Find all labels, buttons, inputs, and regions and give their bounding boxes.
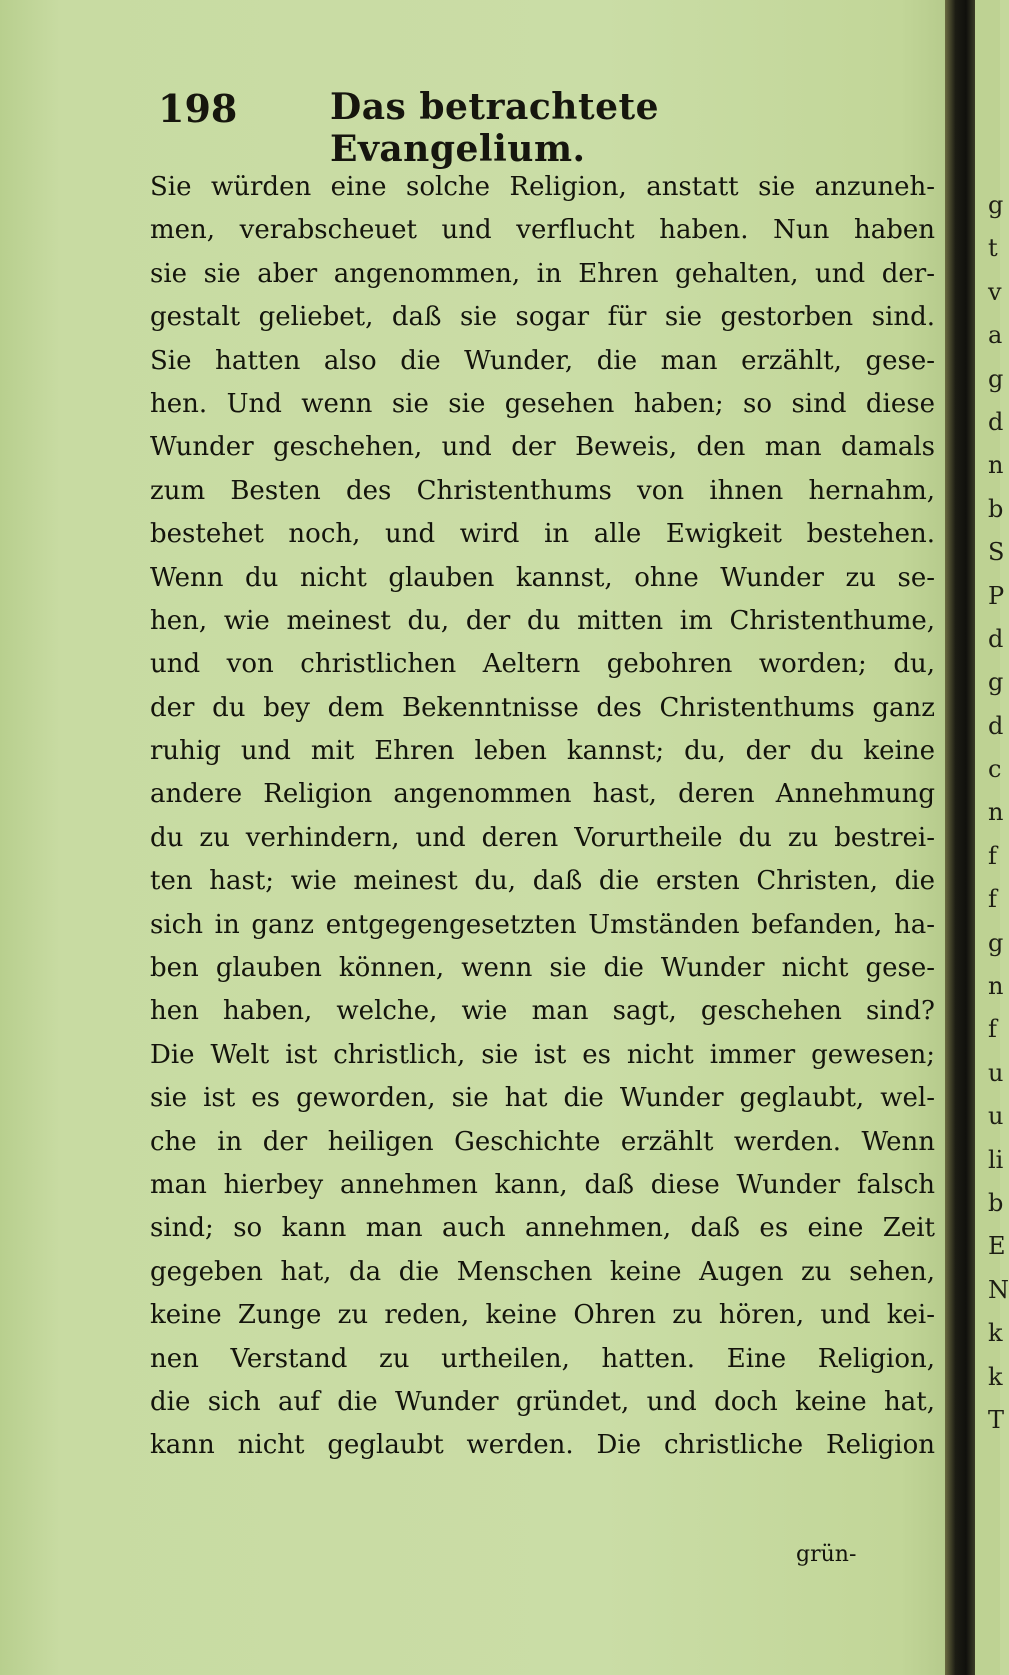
- text-line: kann nicht geglaubt werden. Die christliche Religion: [150, 1430, 935, 1461]
- page-number: 198: [158, 86, 238, 131]
- text-line: sich in ganz entgegengesetzten Umständen befanden, ha-: [150, 909, 935, 940]
- facing-page-fragment: b: [988, 494, 1004, 523]
- text-line: keine Zunge zu reden, keine Ohren zu hören, und kei-: [150, 1300, 935, 1331]
- facing-page-fragment: N: [988, 1275, 1009, 1304]
- facing-page-fragment: g: [988, 928, 1004, 957]
- facing-page-fragment: g: [988, 364, 1004, 393]
- text-line: hen haben, welche, wie man sagt, geschehen sind?: [150, 996, 935, 1027]
- facing-page-fragment: li: [988, 1145, 1004, 1174]
- facing-page-fragment: t: [988, 234, 998, 263]
- facing-page-fragment: P: [988, 581, 1005, 610]
- text-line: Die Welt ist christlich, sie ist es nicht immer gewesen;: [150, 1039, 935, 1070]
- text-line: bestehet noch, und wird in alle Ewigkeit bestehen.: [150, 519, 935, 550]
- facing-page-fragment: u: [988, 1058, 1004, 1087]
- text-line: der du bey dem Bekenntnisse des Christenthums ganz: [150, 692, 935, 723]
- book-gutter: [945, 0, 975, 1675]
- facing-page-fragment: d: [988, 407, 1004, 436]
- text-line: zum Besten des Christenthums von ihnen hernahm,: [150, 475, 935, 506]
- facing-page-fragment: d: [988, 711, 1004, 740]
- text-line: Sie würden eine solche Religion, anstatt sie anzuneh-: [150, 172, 935, 202]
- text-line: andere Religion angenommen hast, deren Annehmung: [150, 779, 935, 810]
- facing-page-fragment: E: [988, 1232, 1006, 1261]
- text-line: sie sie aber angenommen, in Ehren gehalten, und der-: [150, 258, 935, 289]
- text-line: men, verabscheuet und verflucht haben. Nun haben: [150, 215, 935, 246]
- facing-page-fragment: v: [988, 277, 1002, 306]
- text-line: che in der heiligen Geschichte erzählt werden. Wenn: [150, 1126, 935, 1157]
- facing-page-fragment: n: [988, 798, 1004, 827]
- text-line: Wenn du nicht glauben kannst, ohne Wunder zu se-: [150, 562, 935, 593]
- facing-page-fragment: f: [988, 1015, 997, 1044]
- body-text: [150, 166, 935, 1468]
- facing-page-fragment: d: [988, 624, 1004, 653]
- facing-page-fragment: g: [988, 191, 1004, 219]
- facing-page-fragment: n: [988, 972, 1004, 1001]
- facing-page-fragment: c: [988, 755, 1002, 784]
- facing-page-fragment: n: [988, 451, 1004, 480]
- text-line: ruhig und mit Ehren leben kannst; du, der du keine: [150, 736, 935, 767]
- text-line: sind; so kann man auch annehmen, daß es eine Zeit: [150, 1213, 935, 1244]
- facing-page-fragment: g: [988, 668, 1004, 697]
- facing-page-fragment: k: [988, 1319, 1003, 1348]
- facing-page-fragment: f: [988, 885, 997, 914]
- running-head: Das betrachtete Evangelium.: [330, 86, 660, 170]
- text-line: gegeben hat, da die Menschen keine Augen zu sehen,: [150, 1256, 935, 1287]
- page-header: [150, 86, 870, 170]
- text-line: du zu verhindern, und deren Vorurtheile du zu bestrei-: [150, 822, 935, 853]
- text-line: Wunder geschehen, und der Beweis, den man damals: [150, 432, 935, 463]
- facing-page-fragment: a: [988, 321, 1003, 350]
- facing-page-fragment: k: [988, 1362, 1003, 1391]
- facing-page-letters: [988, 184, 1009, 1442]
- text-line: ben glauben können, wenn sie die Wunder nicht gese-: [150, 953, 935, 984]
- text-line: man hierbey annehmen kann, daß diese Wunder falsch: [150, 1169, 935, 1200]
- facing-page-fragment: u: [988, 1102, 1004, 1131]
- facing-page-fragment: T: [988, 1405, 1005, 1434]
- text-line: gestalt geliebet, daß sie sogar für sie gestorben sind.: [150, 302, 935, 333]
- text-line: sie ist es geworden, sie hat die Wunder geglaubt, wel-: [150, 1083, 935, 1114]
- text-line: Sie hatten also die Wunder, die man erzählt, gese-: [150, 345, 935, 376]
- text-line: ten hast; wie meinest du, daß die ersten Christen, die: [150, 866, 935, 897]
- catchword: grün-: [796, 1542, 857, 1567]
- text-line: hen. Und wenn sie sie gesehen haben; so sind diese: [150, 388, 935, 419]
- text-line: nen Verstand zu urtheilen, hatten. Eine Religion,: [150, 1343, 935, 1374]
- text-line: und von christlichen Aeltern gebohren worden; du,: [150, 649, 935, 680]
- text-line: hen, wie meinest du, der du mitten im Christenthume,: [150, 605, 935, 636]
- facing-page-fragment: f: [988, 841, 997, 870]
- text-line: die sich auf die Wunder gründet, und doch keine hat,: [150, 1386, 935, 1417]
- facing-page-fragment: b: [988, 1188, 1004, 1217]
- facing-page-fragment: S: [988, 538, 1005, 567]
